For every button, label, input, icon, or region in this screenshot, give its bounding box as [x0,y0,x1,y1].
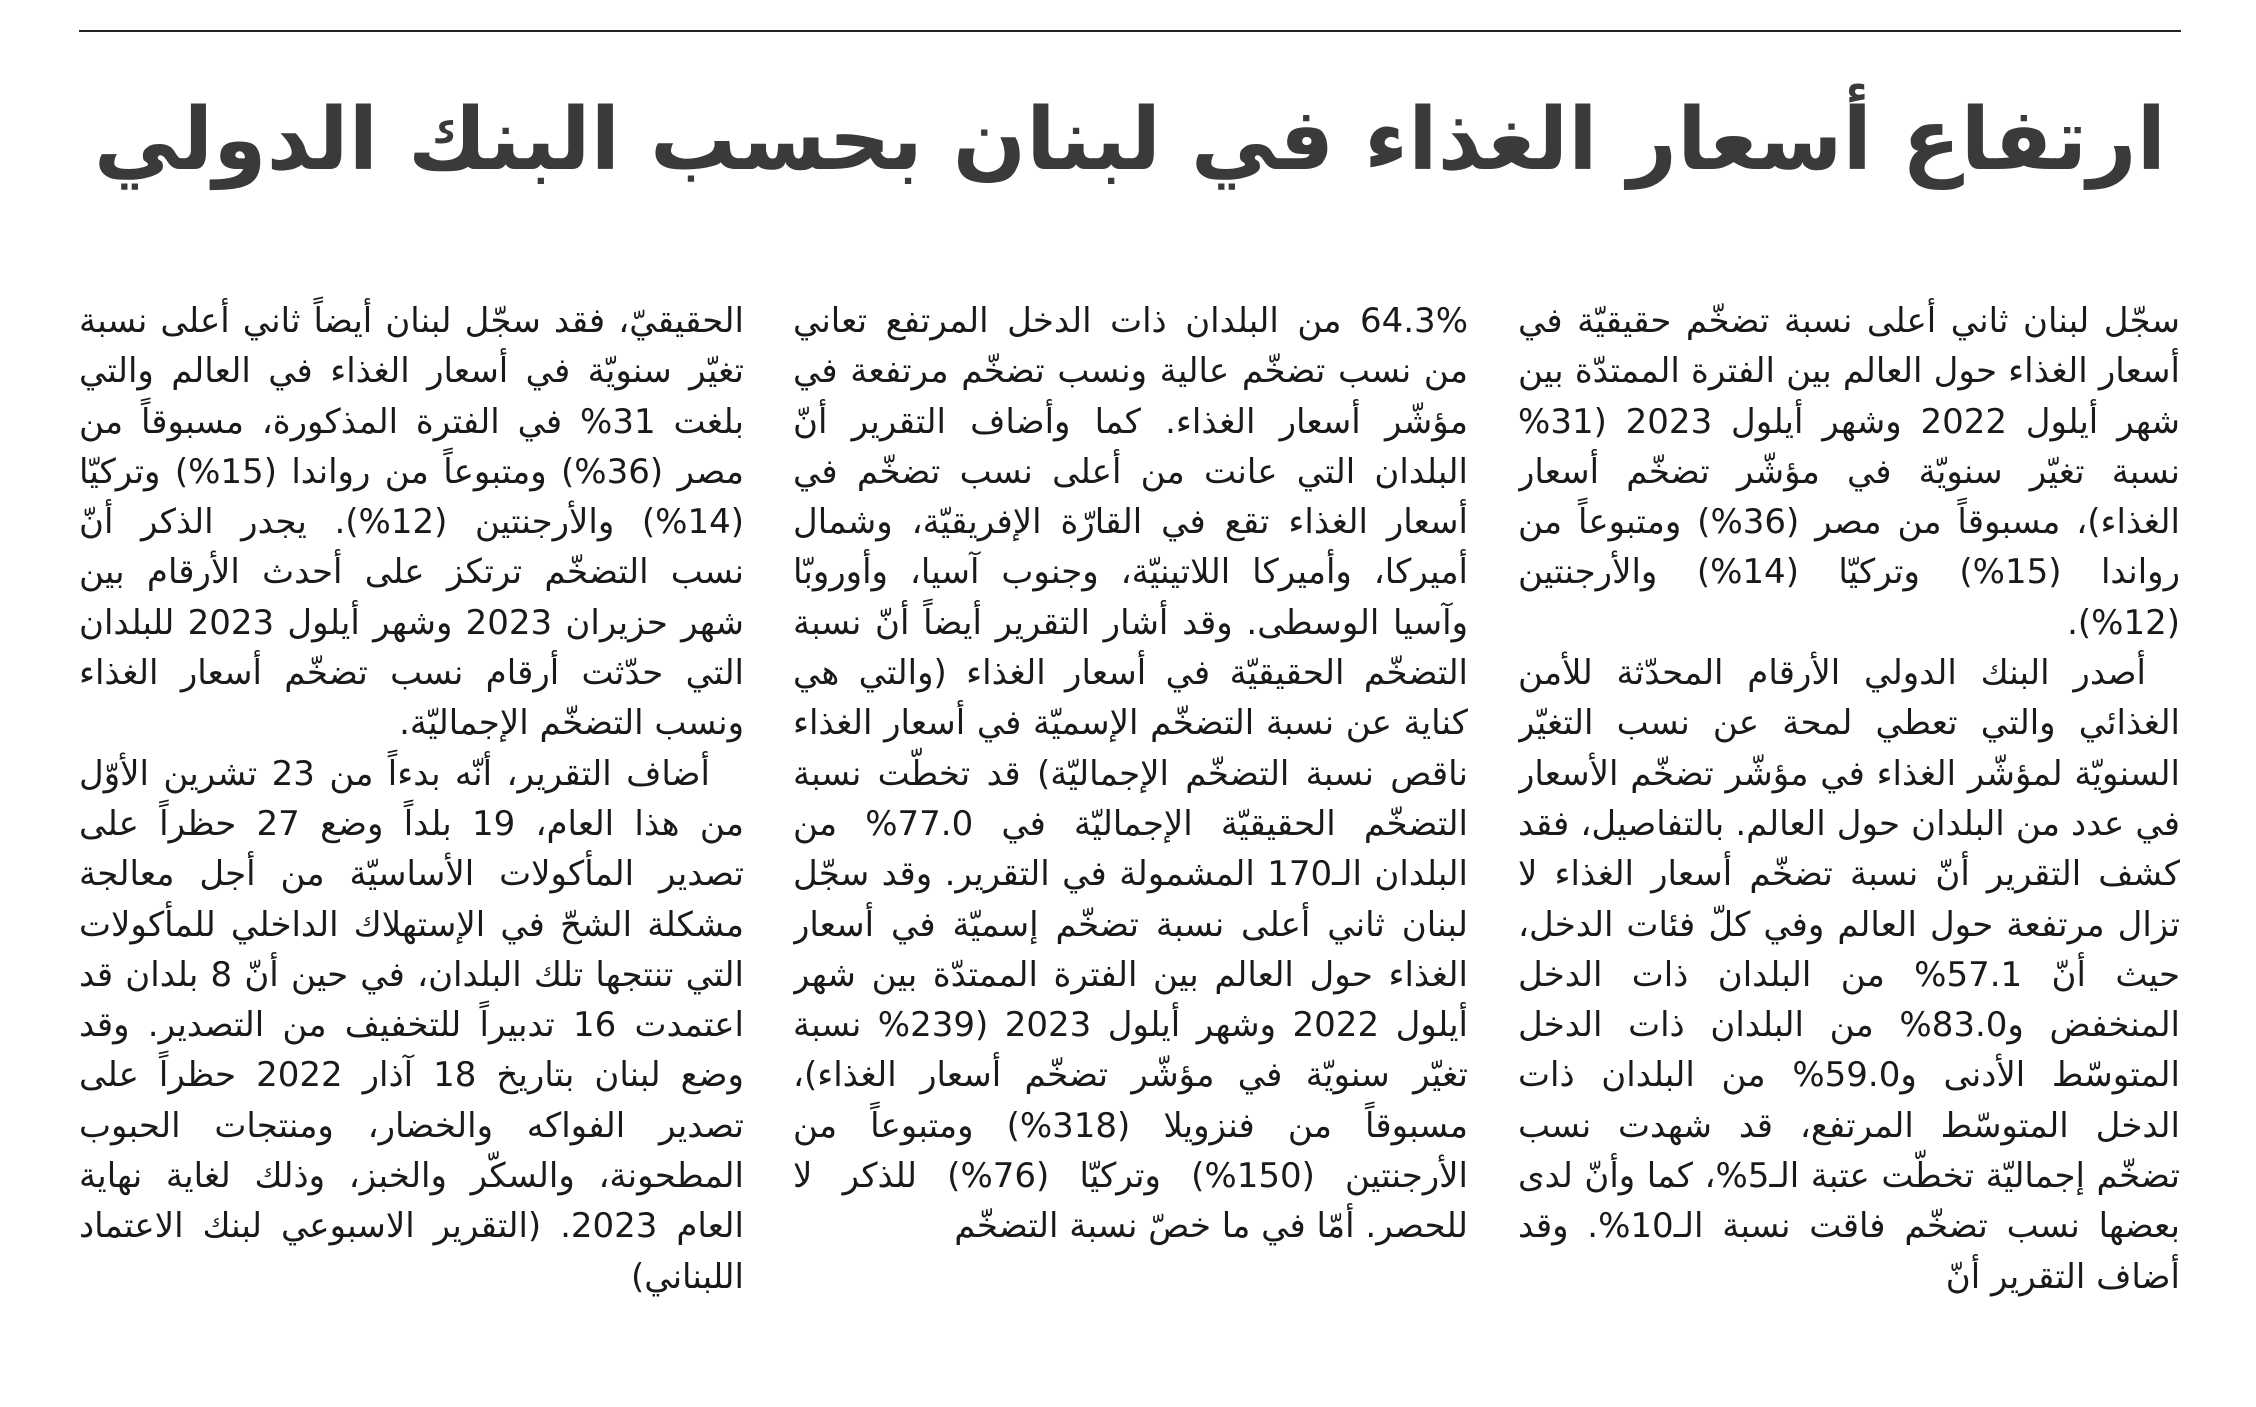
article-headline: ارتفاع أسعار الغذاء في لبنان بحسب البنك الدولي [93,90,2167,190]
article-column-left [79,296,744,1366]
column-left-paragraph-2: أضاف التقرير، أنّه بدءاً من 23 تشرين الأوّل من هذا العام، 19 بلداً وضع 27 حظراً على تصدير المأكولات الأساسيّة من أجل معالجة مشكلة الشحّ في الإستهلاك الداخلي للمأكولات التي تنتجها تلك البلدان، في حين أنّ 8 بلدان قد اعتمدت 16 تدبيراً للتخفيف من التصدير. وقد وضع لبنان بتاريخ 18 آذار 2022 حظراً على تصدير الفواكه والخضار، ومنتجات الحبوب المطحونة، والسكّر والخبز، وذلك لغاية نهاية العام 2023. (التقرير الاسبوعي لبنك الاعتماد اللبناني) [79,753,744,1297]
column-left-paragraph-1: الحقيقيّ، فقد سجّل لبنان أيضاً ثاني أعلى نسبة تغيّر سنويّة في أسعار الغذاء في العالم والتي بلغت 31% في الفترة المذكورة، مسبوقاً من مصر (36%) ومتبوعاً من رواندا (15%) وتركيّا (14%) والأرجنتين (12%). يجدر الذكر أنّ نسب التضخّم ترتكز على أحدث الأرقام بين شهر حزيران 2023 وشهر أيلول 2023 للبلدان التي حدّثت أرقام نسب تضخّم أسعار الغذاء ونسب التضخّم الإجماليّة. [79,301,744,744]
top-divider-line [79,30,2181,32]
article-column-middle [793,296,1468,1366]
column-right-paragraph-2: أصدر البنك الدولي الأرقام المحدّثة للأمن الغذائي والتي تعطي لمحة عن نسب التغيّر السنويّة لمؤشّر الغذاء في مؤشّر تضخّم الأسعار في عدد من البلدان حول العالم. بالتفاصيل، فقد كشف التقرير أنّ نسبة تضخّم أسعار الغذاء لا تزال مرتفعة حول العالم وفي كلّ فئات الدخل، حيث أنّ 57.1% من البلدان ذات الدخل المنخفض و83.0% من البلدان ذات الدخل المتوسّط الأدنى و59.0% من البلدان ذات الدخل المتوسّط المرتفع، قد شهدت نسب تضخّم إجماليّة تخطّت عتبة الـ5%، كما وأنّ لدى بعضها نسب تضخّم فاقت نسبة الـ10%. وقد أضاف التقرير أنّ [1518,653,2180,1297]
column-middle-paragraph-1: 64.3% من البلدان ذات الدخل المرتفع تعاني من نسب تضخّم عالية ونسب تضخّم مرتفعة في مؤشّر أسعار الغذاء. كما وأضاف التقرير أنّ البلدان التي عانت من أعلى نسب تضخّم في أسعار الغذاء تقع في القارّة الإفريقيّة، وشمال أميركا، وأميركا اللاتينيّة، وجنوب آسيا، وأوروبّا وآسيا الوسطى. وقد أشار التقرير أيضاً أنّ نسبة التضخّم الحقيقيّة في أسعار الغذاء (والتي هي كناية عن نسبة التضخّم الإسميّة في أسعار الغذاء ناقص نسبة التضخّم الإجماليّة) قد تخطّت نسبة التضخّم الحقيقيّة الإجماليّة في 77.0% من البلدان الـ170 المشمولة في التقرير. وقد سجّل لبنان ثاني أعلى نسبة تضخّم إسميّة في أسعار الغذاء حول العالم بين الفترة الممتدّة بين شهر أيلول 2022 وشهر أيلول 2023 (239% نسبة تغيّر سنويّة في مؤشّر تضخّم أسعار الغذاء)، مسبوقاً من فنزويلا (318%) ومتبوعاً من الأرجنتين (150%) وتركيّا (76%) للذكر لا للحصر. أمّا في ما خصّ نسبة التضخّم [793,301,1468,1247]
column-right-paragraph-1: سجّل لبنان ثاني أعلى نسبة تضخّم حقيقيّة في أسعار الغذاء حول العالم بين الفترة الممتدّة بين شهر أيلول 2022 وشهر أيلول 2023 (31% نسبة تغيّر سنويّة في مؤشّر تضخّم أسعار الغذاء)، مسبوقاً من مصر (36%) ومتبوعاً من رواندا (15%) وتركيّا (14%) والأرجنتين (12%). [1518,301,2180,643]
article-column-right [1518,296,2180,1366]
